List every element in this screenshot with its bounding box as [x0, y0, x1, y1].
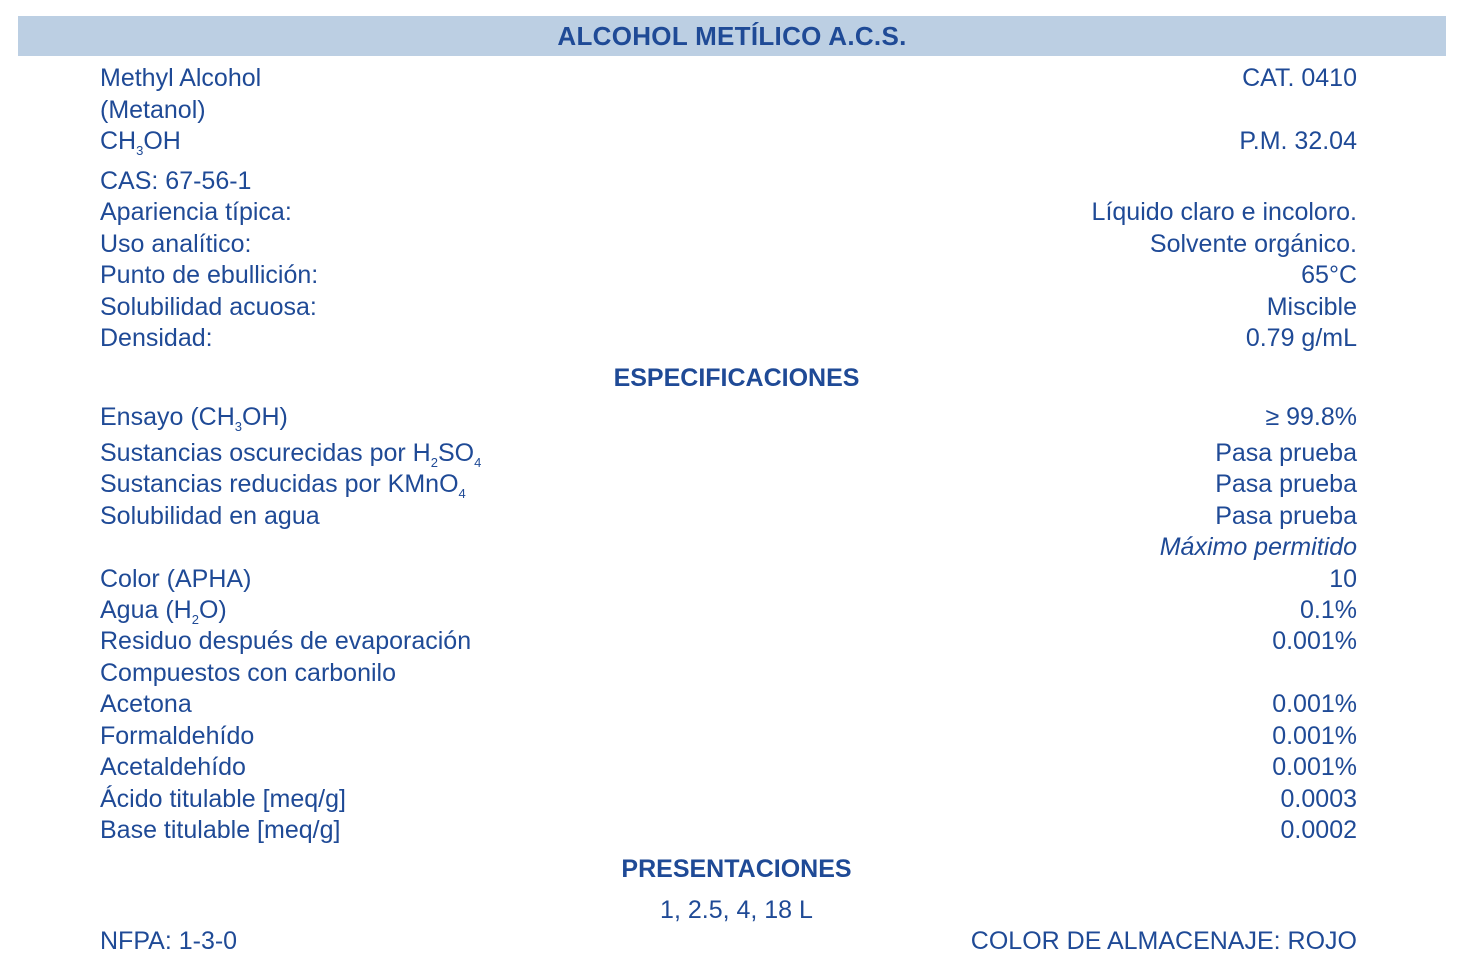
spec-max-value: 10 [1329, 565, 1357, 593]
storage-color: COLOR DE ALMACENAJE: ROJO [970, 927, 1357, 955]
property-row [100, 323, 1357, 353]
spec-max-value: 0.001% [1272, 753, 1357, 781]
presentations-sizes: 1, 2.5, 4, 18 L [660, 896, 813, 924]
property-label: Densidad: [100, 324, 213, 352]
property-label: Uso analítico: [100, 230, 252, 258]
property-value: Líquido claro e incoloro. [1091, 198, 1357, 226]
spec-max-row [100, 815, 1357, 845]
spec-max-value: 0.001% [1272, 627, 1357, 655]
spec-max-value: 0.001% [1272, 722, 1357, 750]
spec-max-row [100, 689, 1357, 719]
spec-max-label: Formaldehído [100, 722, 255, 750]
property-row [100, 260, 1357, 290]
spec-max-label: Residuo después de evaporación [100, 627, 472, 655]
spec-max-label: Acetona [100, 690, 192, 718]
formula-row [100, 126, 1357, 156]
spec-max-row [100, 564, 1357, 594]
spec-max-row [100, 626, 1357, 656]
spec-max-label: Acetaldehído [100, 753, 246, 781]
property-row [100, 292, 1357, 322]
property-row [100, 197, 1357, 227]
spec-max-label: Ácido titulable [meq/g] [100, 785, 346, 813]
spec-max-value: 0.001% [1272, 690, 1357, 718]
spec-max-label: Compuestos con carbonilo [100, 659, 396, 687]
specifications-heading: ESPECIFICACIONES [613, 364, 860, 392]
name-row [100, 63, 1357, 93]
property-value: Solvente orgánico. [1149, 230, 1357, 258]
catalog-number: CAT. 0410 [1242, 64, 1357, 92]
cas-number: CAS: 67-56-1 [100, 167, 252, 195]
property-value: 65°C [1301, 261, 1357, 289]
spec-max-value: 0.0002 [1280, 816, 1357, 844]
spec-max-row [100, 752, 1357, 782]
product-title: ALCOHOL METÍLICO A.C.S. [557, 20, 907, 51]
spec-row [100, 469, 1357, 499]
spec-row [100, 402, 1357, 432]
spec-value: Pasa prueba [1215, 502, 1357, 530]
spec-row [100, 438, 1357, 468]
spec-label: Solubilidad en agua [100, 502, 320, 530]
spec-max-row [100, 721, 1357, 751]
title-bar [18, 16, 1446, 56]
footer-row [100, 926, 1357, 956]
spec-label: Sustancias oscurecidas por $H_2SO_4$ [100, 439, 482, 470]
name-spanish: (Metanol) [100, 96, 206, 124]
property-value: 0.79 g/mL [1245, 324, 1357, 352]
property-label: Solubilidad acuosa: [100, 293, 317, 321]
spec-max-row [100, 595, 1357, 625]
spec-value: Pasa prueba [1215, 439, 1357, 467]
spec-row [100, 501, 1357, 531]
spec-max-label: Base titulable [meq/g] [100, 816, 341, 844]
chemical-formula: $CH_3OH$ [100, 127, 181, 158]
spec-max-row [100, 658, 1357, 688]
property-row [100, 229, 1357, 259]
name-english: Methyl Alcohol [100, 64, 262, 92]
spec-max-label: Color (APHA) [100, 565, 252, 593]
molecular-weight: P.M. 32.04 [1239, 127, 1357, 155]
presentations-heading: PRESENTACIONES [621, 855, 852, 883]
spec-value: ≥ 99.8% [1265, 403, 1357, 431]
nfpa-rating: NFPA: 1-3-0 [100, 927, 238, 955]
spec-label: Sustancias reducidas por KMnO$_4$ [100, 470, 466, 501]
maximum-allowed-label: Máximo permitido [1159, 533, 1357, 561]
spec-max-label: Agua $(H_2O)$ [100, 596, 227, 627]
property-value: Miscible [1266, 293, 1357, 321]
spec-max-value: 0.1% [1300, 596, 1357, 624]
spec-value: Pasa prueba [1215, 470, 1357, 498]
spec-max-row [100, 784, 1357, 814]
spec-label: Ensayo $(CH_3OH)$ [100, 403, 288, 434]
property-label: Punto de ebullición: [100, 261, 319, 289]
property-label: Apariencia típica: [100, 198, 292, 226]
spec-max-value: 0.0003 [1280, 785, 1357, 813]
